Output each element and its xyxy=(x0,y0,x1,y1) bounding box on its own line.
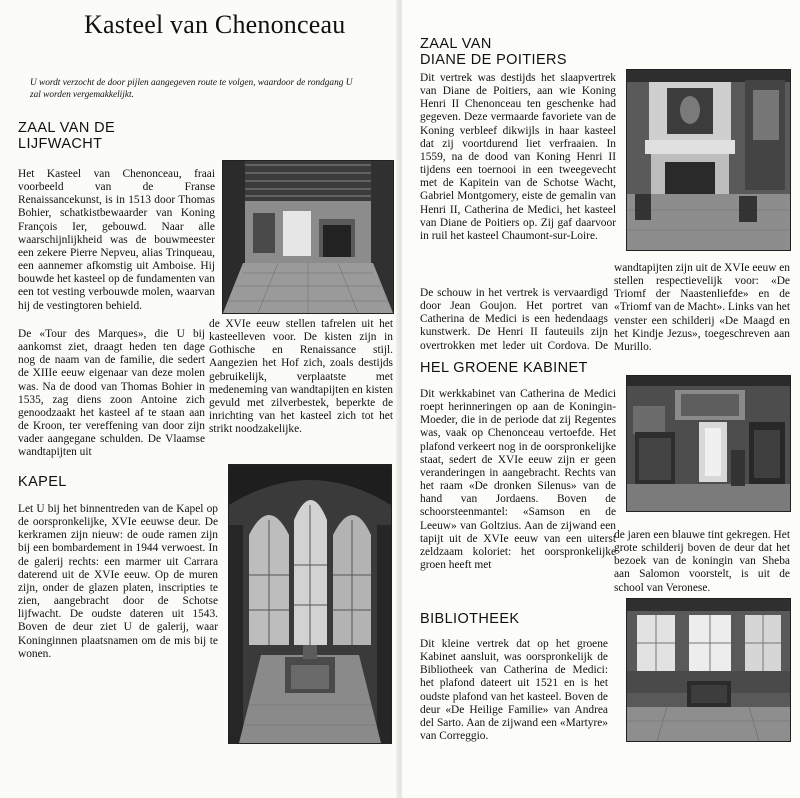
diane-paragraph-3: wandtapijten zijn uit de XVIe eeuw en stellen respectievelijk voor: «De Triomf der Naastenliefde» en de «Triomf van de Macht». Links van het venster een schilderij «De Maagd en het Kindje Jezus», toegeschreven aan Murillo. xyxy=(614,262,790,353)
right-page xyxy=(402,0,800,798)
heading-line: LIJFWACHT xyxy=(18,136,103,152)
bibliotheek-text-column xyxy=(420,638,608,764)
chapel-photo xyxy=(228,464,392,744)
heading-line: ZAAL VAN DE xyxy=(18,120,116,136)
diane-bedroom-photo xyxy=(626,69,791,251)
kabinet-text-column xyxy=(420,388,616,598)
kabinet-paragraph-2: de jaren een blauwe tint gekregen. Het grote schilderij boven de deur dat het bezoek van de koningin van Sheba aan Salomon voorstelt, is uit de school van Veronese. xyxy=(614,529,790,594)
diane-paragraph-2: De schouw in het vertrek is vervaardigd door Jean Goujon. Het portret van Catherina de Medici is een hedendaags kunstwerk. De Henri II fauteuils zijn overtrokken met leder uit Cordova. De xyxy=(420,287,608,352)
page-title: Kasteel van Chenonceau xyxy=(84,10,346,39)
lijfwacht-text-column xyxy=(18,168,215,328)
kapel-text-column xyxy=(18,503,218,688)
heading-groene-kabinet: HEL GROENE KABINET xyxy=(420,360,588,376)
diane-text-column-2 xyxy=(614,262,790,354)
heading-kapel: KAPEL xyxy=(18,474,67,490)
green-cabinet-image xyxy=(627,376,790,511)
heading-diane-de-poitiers xyxy=(420,36,620,68)
green-cabinet-photo xyxy=(626,375,791,512)
lijfwacht-paragraph: Het Kasteel van Chenonceau, fraai voorbeeld van de Franse Renaissancekunst, is in 1513 door Thomas Bohier, schatkistbewaarder van Koning François Ier, gebouwd. Naar alle waarschijnlijkheid was de bouwmeester een zekere Pierre Nepveu, alias Trinqueau, een aannemer afkomstig uit Amboise. Hij bouwde het kasteel op de fundamenten van een tot vesting verbouwde molen, waarvan hij de vestingtoren behield. xyxy=(18,168,215,312)
diane-text-continued xyxy=(420,287,608,353)
library-photo xyxy=(626,598,791,742)
guard-room-photo xyxy=(222,160,394,314)
diane-text-column xyxy=(420,72,616,284)
left-page xyxy=(0,0,398,798)
kapel-paragraph: Let U bij het binnentreden van de Kapel op de oorspronkelijke, XVIe eeuwse deur. De kerkramen zijn nieuw: de oude ramen zijn bij een bombardement in 1944 verwoest. In de galerij rechts: een marmer uit Carrara daterend uit de XVIe eeuw. Op de muren zijn, onder de glazen platen, inscripties te zien, aangebracht door de Schotse lijfwacht. De oudste dateren uit 1543. Boven de deur ziet U de galerij, waar Koninginnen plaatsnamen om de mis bij te wonen. xyxy=(18,503,218,660)
kabinet-paragraph: Dit werkkabinet van Catherina de Medici roept herinneringen op aan de Koningin-Moeder, die in de periode dat zij Regentes was, vaak op Chenonceau vertoefde. Het plafond verkeert nog in de oorspronkelijke staat, sedert de XVIe eeuw zijn er geen veranderingen in aangebracht. Rechts van het raam «De dronken Silenus» van de hand van Jordaens. Boven de schoorsteenmantel: «Samson en de Leeuw» van Goltzius. Aan de zijwand een tapijt uit de XVIe eeuw van een uiterst zeldzaam koloriet: het oorspronkelijke groen heeft met xyxy=(420,388,616,572)
lijfwacht-text-column-2 xyxy=(209,318,393,458)
heading-line: ZAAL VAN xyxy=(420,36,492,52)
lijfwacht-text-continued xyxy=(18,328,205,459)
intro-text: U wordt verzocht de door pijlen aangegeven route te volgen, waardoor de rondgang U zal worden vergemakkelijkt. xyxy=(30,78,353,100)
diane-paragraph: Dit vertrek was destijds het slaapvertrek van Diane de Poitiers, aan wie Koning Henri II Chenonceau ten geschenke had gegeven. Deze vermaarde favoriete van de Koning verbleef dikwijls in haar kasteel dat zij voortdurend liet verfraaien. In 1559, na de dood van Koning Henri II tijdens een toernooi in een tweegevecht met de Kapitein van de Schotse Wacht, Gabriel Montgomery, eiste de gemalin van Henri II, Catherina de Medici, het kasteel van Diane de Poitiers op. Zij gaf daarvoor in ruil het kasteel Chaumont-sur-Loire. xyxy=(420,72,616,242)
guard-room-image xyxy=(223,161,393,313)
diane-bedroom-image xyxy=(627,70,790,250)
chapel-image xyxy=(229,465,391,743)
heading-line: DIANE DE POITIERS xyxy=(420,52,567,68)
library-image xyxy=(627,599,790,741)
heading-bibliotheek: BIBLIOTHEEK xyxy=(420,611,520,627)
kabinet-text-column-2 xyxy=(614,529,790,601)
heading-zaal-lijfwacht xyxy=(18,120,208,152)
lijfwacht-paragraph-2: De «Tour des Marques», die U bij aankomst ziet, draagt heden ten dage nog de naam van de familie, die sedert de XIIIe eeuw eigenaar van deze molen was. Na de dood van Thomas Bohier in 1535, zag diens zoon Antoine zich genoodzaakt het kasteel af te staan aan de Kroon, ter vereffening van door zijn vader aangegane schulden. De Vlaamse wandtapijten uit xyxy=(18,328,205,459)
lijfwacht-paragraph-3: de XVIe eeuw stellen tafrelen uit het kasteelleven voor. De kisten zijn in Gothische en Renaissance stijl. Aangezien het Hof zich, zoals destijds gebruikelijk, verplaatste met medeneming van wandtapijten en kisten gevuld met zilverbestek, beperkte de inrichting van het kasteel zich tot het strikt noodzakelijke. xyxy=(209,318,393,436)
bibliotheek-paragraph: Dit kleine vertrek dat op het groene Kabinet aansluit, was oorspronkelijk de Bibliotheek van Catherina de Medici: het plafond dateert uit 1521 en is het oudste plafond van het kasteel. Boven de deur «De Heilige Familie» van Andrea del Sarto. Aan de zijwand een «Martyre» van Correggio. xyxy=(420,638,608,743)
